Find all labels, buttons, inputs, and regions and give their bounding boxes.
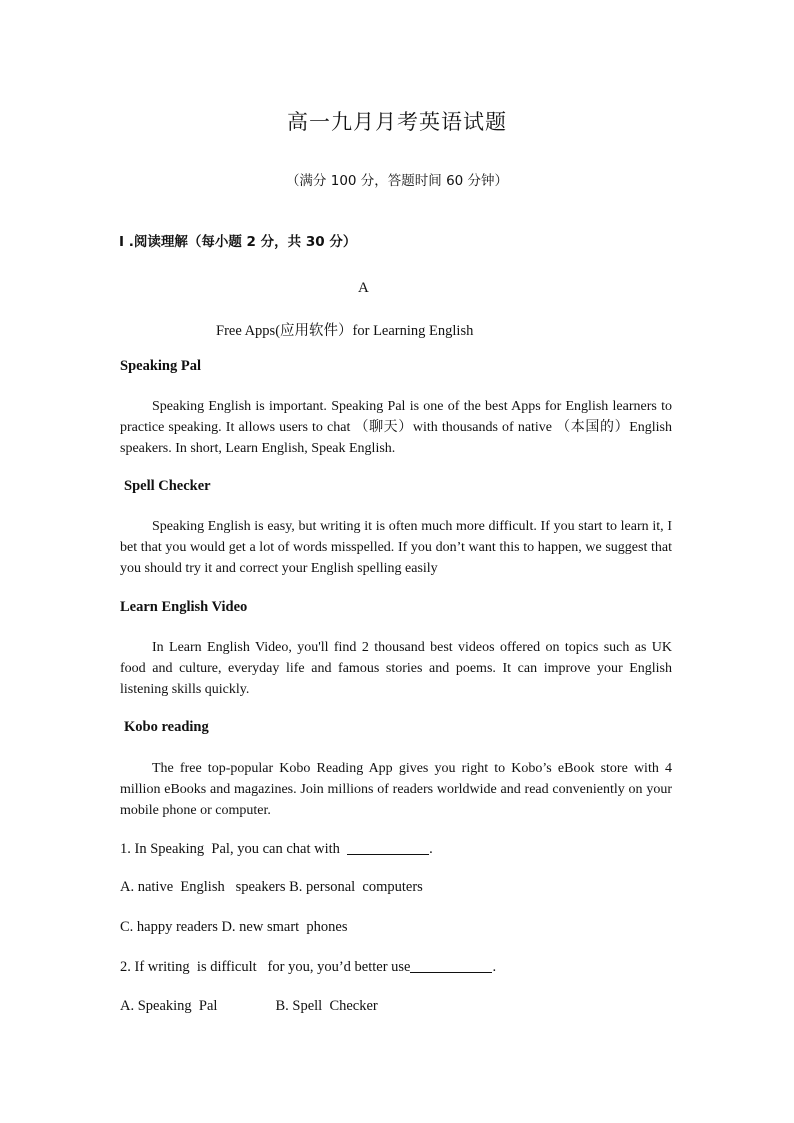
answer-blank (347, 840, 429, 855)
app-text-kobo-reading: The free top-popular Kobo Reading App gives you right to Kobo’s eBook store with 4 million eBooks and magazines. Join millions of readers worldwide and read conveniently on your mobile phone or computer. (120, 761, 672, 818)
passage-title: Free Apps(应用软件）for Learning English (216, 323, 474, 339)
question-1 (120, 840, 433, 858)
answer-blank (410, 958, 492, 973)
score-time-info: （满分 100 分，答题时间 60 分钟） (285, 173, 509, 189)
question-1-options-ab: A. native English speakers B. personal computers (120, 879, 423, 895)
section-heading: I .阅读理解（每小题 2 分，共 30 分） (119, 234, 357, 250)
passage-letter: A (358, 280, 369, 296)
question-2-stem-end: . (492, 959, 497, 975)
question-1-options-cd: C. happy readers D. new smart phones (120, 919, 348, 935)
question-1-stem-end: . (429, 841, 433, 857)
app-heading-kobo-reading: Kobo reading (124, 719, 209, 735)
app-text-learn-english-video: In Learn English Video, you'll find 2 thousand best videos offered on topics such as UK food and culture, everyday life and famous stories and poems. It can improve your English listening skills quickly. (120, 640, 672, 697)
app-text-spell-checker: Speaking English is easy, but writing it is often much more difficult. If you start to learn it, I bet that you would get a lot of words misspelled. If you don’t want this to happen, we suggest that you should try it and correct your English spelling easily (120, 519, 672, 576)
question-2-stem: 2. If writing is difficult for you, you’d better use (120, 959, 411, 975)
page-title: 高一九月月考英语试题 (287, 110, 507, 134)
question-2-options-ab: A. Speaking Pal B. Spell Checker (120, 998, 378, 1014)
question-1-stem: 1. In Speaking Pal, you can chat with (120, 841, 348, 857)
app-heading-spell-checker: Spell Checker (124, 478, 211, 494)
app-heading-speaking-pal: Speaking Pal (120, 358, 201, 374)
app-heading-learn-english-video: Learn English Video (120, 599, 248, 615)
question-2 (120, 958, 496, 976)
app-text-speaking-pal: Speaking English is important. Speaking Pal is one of the best Apps for English learners to practice speaking. It allows users to chat （聊天）with thousands of native （本国的）English speakers. In short, Learn English, Speak English. (120, 399, 672, 456)
